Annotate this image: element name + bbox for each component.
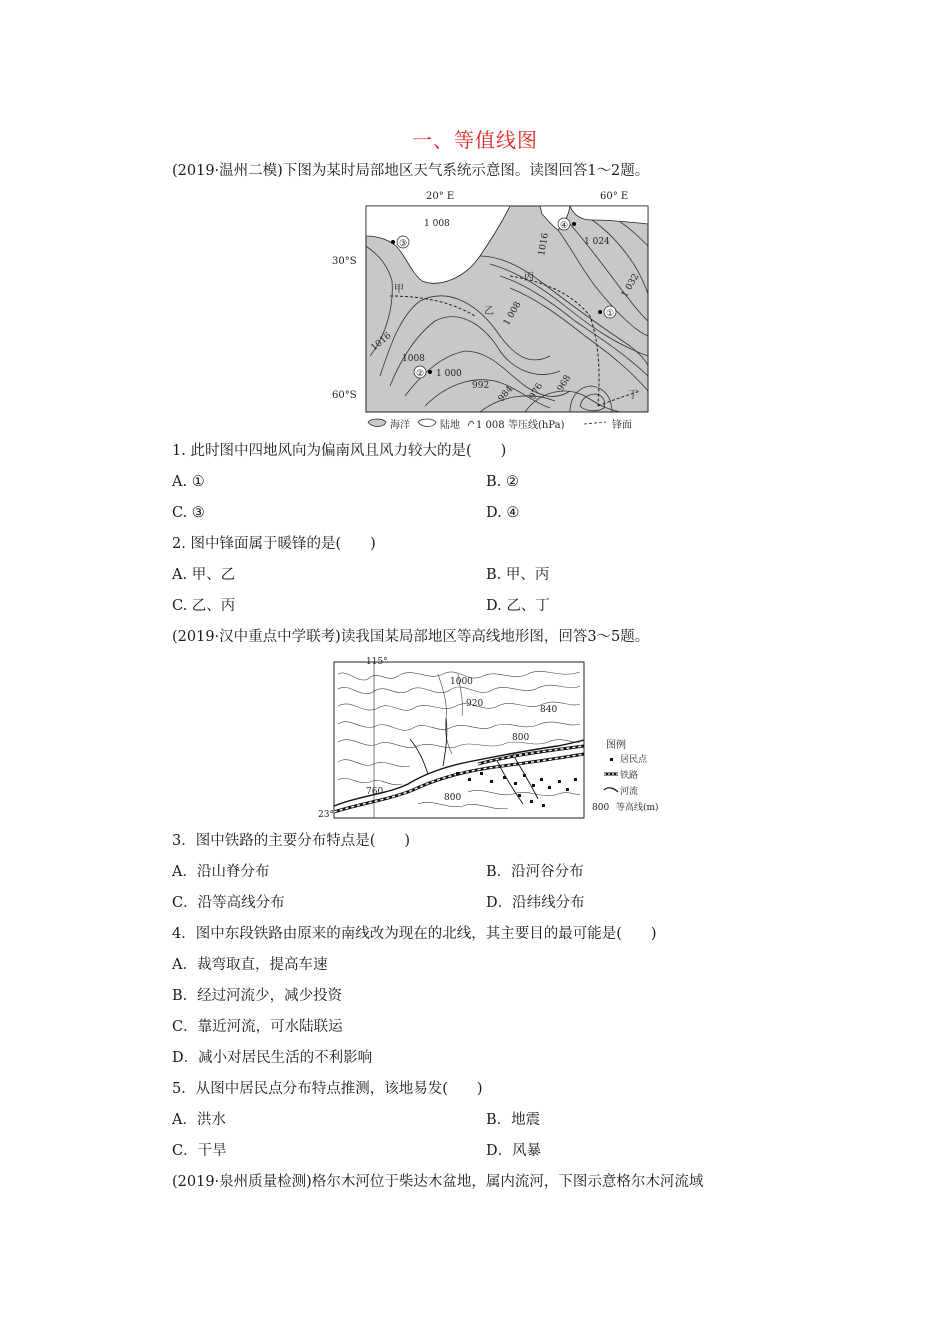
q3-option-a[interactable]: A．沿山脊分布 — [172, 864, 270, 880]
legend-contour: 等高线(m) — [616, 803, 659, 813]
front-label-ding: 丁 — [628, 390, 638, 401]
q2-stem: 2. 图中锋面属于暖锋的是( ) — [172, 536, 376, 552]
legend-front: 锋面 — [612, 420, 632, 431]
weather-map — [330, 186, 660, 436]
legend-railway: 铁路 — [620, 771, 639, 781]
point-3-label: ③ — [398, 239, 408, 249]
map1-legend — [368, 418, 632, 431]
isobar-label-3: 1 024 — [584, 237, 610, 247]
point-2-label: ② — [415, 369, 425, 379]
lon-label: 115° — [366, 657, 388, 667]
q2-option-c[interactable]: C. 乙、丙 — [172, 598, 236, 614]
q5-option-a[interactable]: A．洪水 — [172, 1112, 226, 1128]
legend-contour-sample: 800 — [592, 803, 610, 813]
isobar-label-12: 968 — [555, 373, 574, 394]
q4-option-c[interactable]: C．靠近河流，可水陆联运 — [172, 1019, 343, 1035]
lat-label-bottom: 60°S — [332, 390, 357, 401]
q4-stem: 4．图中东段铁路由原来的南线改为现在的北线，其主要目的最可能是( ) — [172, 926, 657, 942]
contour-label-760: 760 — [366, 787, 384, 797]
front-label-bing: 丙 — [524, 272, 534, 283]
contour-map — [318, 654, 668, 822]
q3-option-c[interactable]: C．沿等高线分布 — [172, 895, 285, 911]
intro-text-2: (2019·汉中重点中学联考)读我国某局部地区等高线地形图，回答3～5题。 — [172, 629, 650, 645]
section-title: 一、等值线图 — [412, 128, 538, 152]
legend-land: 陆地 — [440, 420, 460, 431]
contour-label-840: 840 — [540, 705, 558, 715]
q2-option-a[interactable]: A. 甲、乙 — [172, 567, 236, 583]
legend-river: 河流 — [620, 787, 639, 797]
q1-option-b[interactable]: B. ② — [486, 474, 519, 490]
isobar-label-9: 992 — [472, 381, 490, 391]
intro-text-1: (2019·温州二模)下图为某时局部地区天气系统示意图。读图回答1～2题。 — [172, 163, 650, 179]
lon-label-left: 20° E — [426, 191, 455, 202]
intro-text-3: (2019·泉州质量检测)格尔木河位于柴达木盆地，属内流河，下图示意格尔木河流域 — [172, 1174, 704, 1190]
isobar-label-6: 1016 — [369, 330, 394, 354]
q1-option-a[interactable]: A. ① — [172, 474, 205, 490]
legend-isobar: 等压线(hPa) — [508, 420, 565, 431]
q1-stem: 1. 此时图中四地风向为偏南风且风力较大的是( ) — [172, 443, 507, 459]
contour-map-figure — [318, 654, 668, 822]
isobar-label-4: 1 032 — [619, 272, 642, 300]
q5-option-b[interactable]: B．地震 — [486, 1112, 541, 1128]
lat-label-top: 30°S — [332, 256, 357, 267]
isobar-label-1: 1 008 — [424, 219, 450, 229]
q5-option-d[interactable]: D．风暴 — [486, 1143, 542, 1159]
front-label-jia: 甲 — [394, 284, 404, 295]
q4-option-a[interactable]: A．裁弯取直，提高车速 — [172, 957, 328, 973]
isobar-label-11: 976 — [527, 381, 546, 402]
isobar-label-5: 1 008 — [501, 300, 524, 328]
legend-title: 图例 — [606, 740, 626, 751]
front-label-yi: 乙 — [484, 306, 494, 317]
isobar-label-2: 1016 — [537, 232, 551, 257]
point-4-label: ④ — [559, 221, 569, 231]
lat-label: 23° — [318, 810, 334, 820]
map2-legend — [592, 738, 659, 813]
isobar-label-10: 984 — [496, 384, 516, 404]
contour-label-800-south: 800 — [444, 793, 462, 803]
q4-option-d[interactable]: D．减小对居民生活的不利影响 — [172, 1050, 373, 1066]
q5-option-c[interactable]: C．干旱 — [172, 1143, 227, 1159]
q3-option-d[interactable]: D．沿纬线分布 — [486, 895, 585, 911]
contour-label-1000: 1000 — [450, 677, 473, 687]
lon-label-right: 60° E — [600, 191, 629, 202]
q1-option-c[interactable]: C. ③ — [172, 505, 205, 521]
q3-stem: 3．图中铁路的主要分布特点是( ) — [172, 833, 411, 849]
q2-option-d[interactable]: D. 乙、丁 — [486, 598, 550, 614]
q5-stem: 5．从图中居民点分布特点推测，该地易发( ) — [172, 1081, 483, 1097]
legend-settlement: 居民点 — [620, 755, 648, 765]
q2-option-b[interactable]: B. 甲、丙 — [486, 567, 550, 583]
contour-label-800: 800 — [512, 733, 530, 743]
q3-option-b[interactable]: B．沿河谷分布 — [486, 864, 584, 880]
isobar-label-7: 1008 — [402, 354, 425, 364]
legend-isobar-sample: 1 008 — [476, 420, 505, 431]
contour-label-920: 920 — [466, 699, 484, 709]
point-1-label: ① — [605, 309, 615, 319]
weather-map-figure — [330, 186, 660, 436]
q4-option-b[interactable]: B．经过河流少，减少投资 — [172, 988, 343, 1004]
q1-option-d[interactable]: D. ④ — [486, 505, 520, 521]
isobar-label-8: 1 000 — [436, 369, 462, 379]
legend-ocean: 海洋 — [390, 420, 410, 431]
